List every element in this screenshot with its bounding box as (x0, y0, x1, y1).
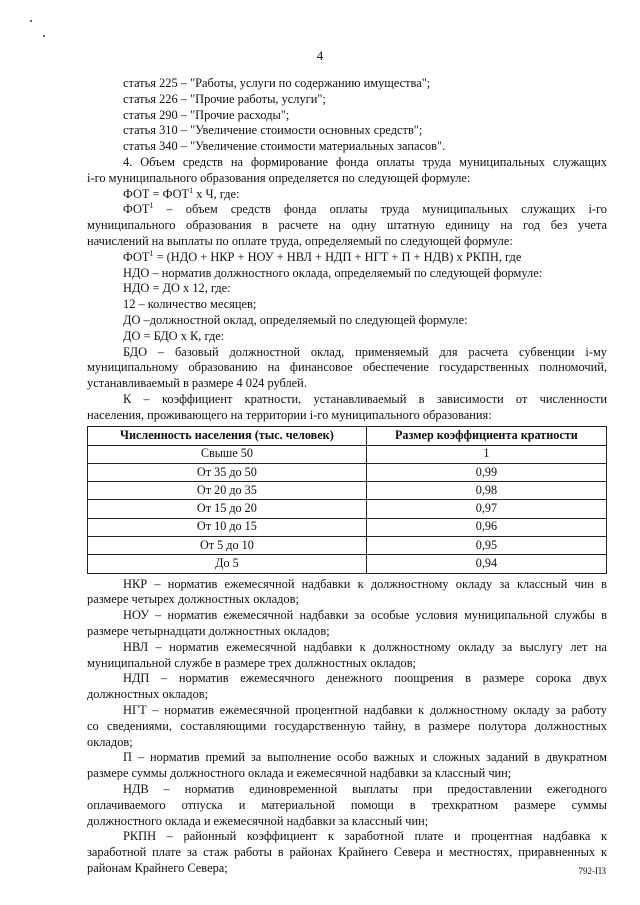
document-body (87, 76, 607, 877)
table-cell: 0,97 (366, 500, 606, 518)
term-text: – объем средств фонда оплаты труда муниципальных служащих i-го (166, 202, 607, 217)
text-line: оплачиваемого отпуска и материальной помощи в трехкратном размере суммы (87, 797, 607, 812)
table-cell: 0,99 (366, 463, 606, 481)
table-cell: 1 (366, 445, 606, 463)
text-line: НВЛ – норматив ежемесячной надбавки к должностному окладу за выслугу лет на (123, 639, 607, 654)
article-item: статья 225 – "Работы, услуги по содержанию имущества"; (123, 76, 431, 90)
ngt-definition (87, 703, 607, 750)
text-line: БДО – базовый должностной оклад, применяемый для расчета субвенции i-му (123, 344, 607, 359)
bdo-definition (87, 345, 607, 392)
table-row (88, 555, 607, 573)
ndo-formula: НДО = ДО х 12, где: (123, 281, 231, 296)
ndp-definition (87, 671, 607, 703)
text-line: НДП – норматив ежемесячного денежного поощрения в размере сорока двух (123, 671, 607, 686)
rkpn-definition (87, 829, 607, 876)
formula-part: ФОТ = ФОТ (123, 186, 190, 201)
text-line: РКПН – районный коэффициент к заработной плате и процентная надбавка к (123, 829, 607, 844)
text-line: i-го муниципального образования определяется по следующей формуле: (87, 170, 471, 185)
footer-code: 792-ПЗ (578, 866, 606, 876)
table-row (88, 518, 607, 536)
text-line: размере четырех должностных окладов; (87, 592, 299, 607)
formula-part: ФОТ (123, 249, 150, 264)
do-definition: ДО –должностной оклад, определяемый по следующей формуле: (123, 312, 468, 327)
scan-speck (43, 35, 45, 37)
table-cell: От 35 до 50 (88, 463, 367, 481)
table-cell: 0,96 (366, 518, 606, 536)
page-number: 4 (316, 48, 324, 63)
table-cell: От 20 до 35 (88, 482, 367, 500)
text-line: размере суммы должностного оклада и ежемесячной надбавки за классный чин; (87, 766, 512, 781)
formula-part: х Ч, где: (196, 186, 240, 201)
superscript: 1 (149, 248, 154, 258)
formula-part: = (НДО + НКР + НОУ + НВЛ + НДП + НГТ + П + НДВ) х РКПН, где (156, 249, 522, 264)
table-row (88, 463, 607, 481)
k-definition (87, 392, 607, 424)
column-header: Численность населения (тыс. человек) (88, 426, 367, 445)
table-row (88, 482, 607, 500)
article-item: статья 310 – "Увеличение стоимости основных средств"; (123, 123, 423, 138)
table-cell: 0,94 (366, 555, 606, 573)
table-cell: 0,98 (366, 482, 606, 500)
text-line: должностных окладов; (87, 687, 209, 702)
ndv-definition (87, 782, 607, 829)
article-item: статья 226 – "Прочие работы, услуги"; (123, 91, 326, 106)
table-row (88, 445, 607, 463)
nou-definition (87, 608, 607, 640)
table-cell: От 15 до 20 (88, 500, 367, 518)
ndo-definition: НДО – норматив должностного оклада, определяемый по следующей формуле: (123, 265, 543, 280)
table-row (88, 500, 607, 518)
column-header: Размер коэффициента кратности (366, 426, 606, 445)
text-line: П – норматив премий за выполнение особо важных и сложных заданий в двукратном (123, 750, 607, 765)
text-line: муниципального образования в расчете на одну штатную единицу на год без учета (87, 218, 607, 233)
nvl-definition (87, 640, 607, 672)
text-line: населения, проживающего на территории i-го муниципального образования: (87, 407, 492, 422)
article-list (87, 76, 607, 155)
text-line: НКР – норматив ежемесячной надбавки к должностному окладу за классный чин в (123, 576, 607, 591)
table-cell: До 5 (88, 555, 367, 573)
table-row (88, 537, 607, 555)
text-line: муниципальному образованию на финансовое обеспечение государственных полномочий, (87, 360, 607, 375)
table-cell: От 10 до 15 (88, 518, 367, 536)
scan-speck (30, 20, 32, 22)
text-line: 4. Объем средств на формирование фонда оплаты труда муниципальных служащих (123, 154, 607, 169)
text-line: должностного оклада и ежемесячной надбавки за классный чин; (87, 813, 429, 828)
superscript: 1 (189, 185, 194, 195)
article-item: статья 290 – "Прочие расходы"; (123, 107, 290, 122)
nkr-definition (87, 577, 607, 609)
text-line: размере четырнадцати должностных окладов; (87, 624, 330, 638)
text-line: устанавливаемый в размере 4 024 рублей. (87, 376, 307, 391)
table-cell: Свыше 50 (88, 445, 367, 463)
text-line: НДВ – норматив единовременной выплаты при предоставлении ежегодного (123, 781, 607, 796)
text-line: со сведениями, составляющими государственную тайну, в размере полутора должностных (87, 718, 607, 733)
text-line: муниципальной службе в размере трех должностных окладов; (87, 655, 416, 670)
text-line: НОУ – норматив ежемесячной надбавки за особые условия муниципальной службы в (123, 608, 607, 623)
fot1-definition (87, 202, 607, 249)
text-line: К – коэффициент кратности, устанавливаемый в зависимости от численности (123, 391, 607, 406)
article-item: статья 340 – "Увеличение стоимости материальных запасов". (123, 139, 446, 154)
coefficient-table (87, 426, 607, 574)
table-cell: От 5 до 10 (88, 537, 367, 555)
text-line: начислений на выплаты по оплате труда, определяемый по следующей формуле: (87, 233, 513, 248)
text-line: районам Крайнего Севера; (87, 860, 228, 875)
do-formula: ДО = БДО х К, где: (123, 328, 225, 343)
term: ФОТ (123, 202, 150, 217)
text-line: заработной плате за стаж работы в районах Крайнего Севера и местностях, приравненных к (87, 845, 607, 860)
table-cell: 0,95 (366, 537, 606, 555)
superscript: 1 (149, 201, 154, 211)
text-line: НГТ – норматив ежемесячной процентной надбавки к должностному окладу за работу (123, 702, 607, 717)
table-header-row (88, 426, 607, 445)
paragraph-4 (87, 155, 607, 187)
months-note: 12 – количество месяцев; (123, 297, 257, 312)
fot1-formula (87, 250, 607, 266)
text-line: окладов; (87, 734, 133, 749)
p-definition (87, 750, 607, 782)
fot-formula (87, 187, 607, 203)
text-line (87, 202, 607, 218)
